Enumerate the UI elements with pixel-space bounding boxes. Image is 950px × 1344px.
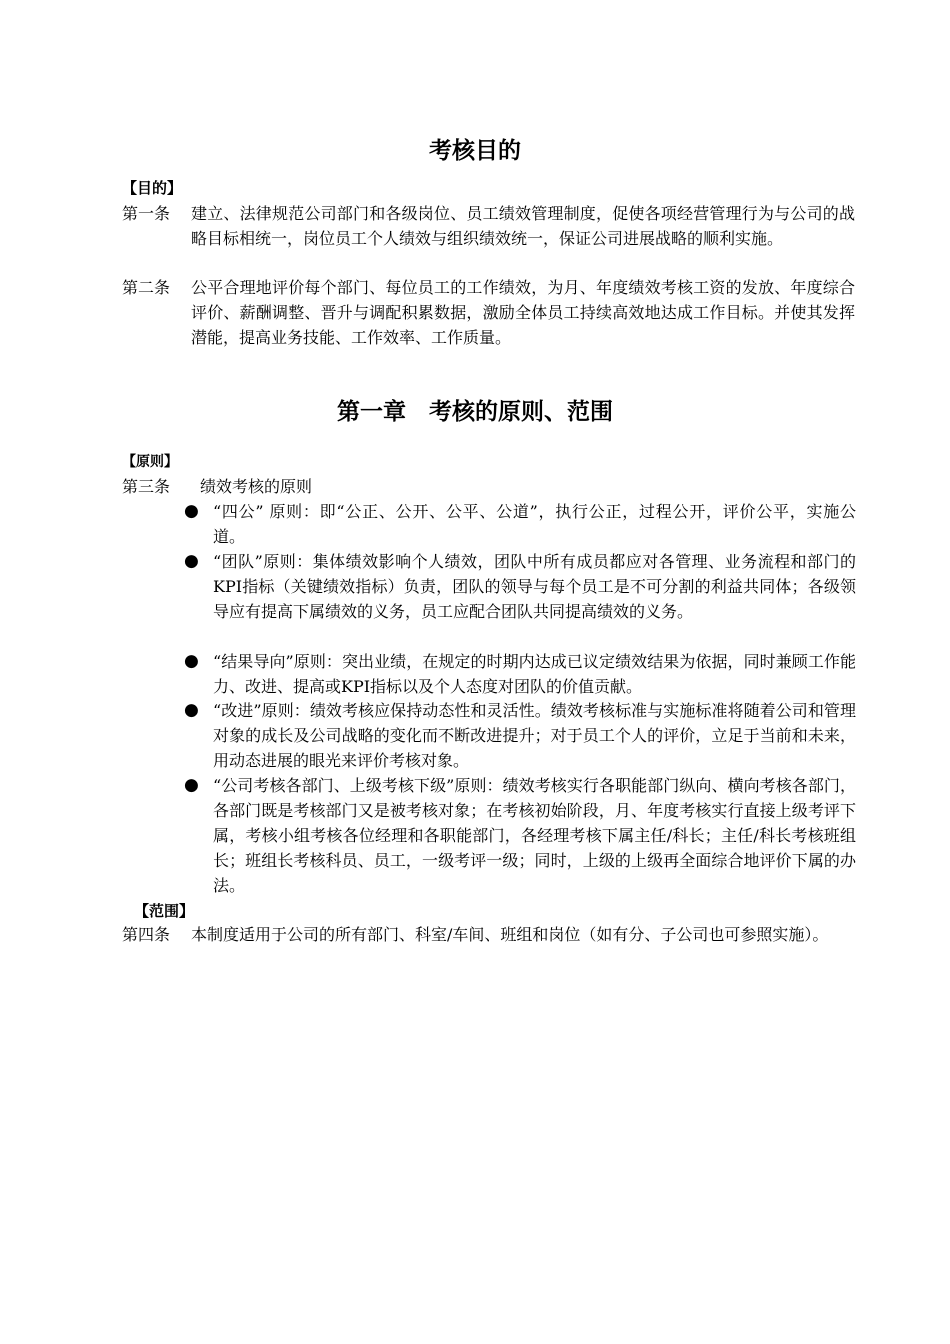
bullet-icon: ● (184, 651, 199, 671)
principle-item (184, 649, 864, 699)
article-number: 第一条 (122, 204, 171, 223)
principle-item (184, 773, 864, 898)
article-text: 公平合理地评价每个部门、每位员工的工作绩效，为月、年度绩效考核工资的发放、年度综合评价、薪酬调整、晋升与调配积累数据，激励全体员工持续高效地达成工作目标。并使其发挥潜能，提高业务技能、工作效率、工作质量。 (191, 278, 855, 347)
principle-text: “改进”原则：绩效考核应保持动态性和灵活性。绩效考核标准与实施标准将随着公司和管理对象的成长及公司战略的变化而不断改进提升；对于员工个人的评价，立足于当前和未来，用动态进展的眼光来评价考核对象。 (213, 701, 856, 770)
bullet-icon: ● (184, 501, 199, 521)
article-2 (122, 275, 862, 350)
chapter-title: 第一章 考核的原则、范围 (337, 398, 613, 425)
document-title: 考核目的 (429, 137, 521, 164)
article-3 (122, 474, 862, 499)
principle-text: “四公” 原则：即“公正、公开、公平、公道”，执行公正，过程公开，评价公平，实施公道。 (213, 502, 856, 546)
principle-item (184, 698, 864, 773)
purpose-heading: 【目的】 (122, 179, 183, 197)
bullet-icon: ● (184, 775, 199, 795)
article-number: 第四条 (122, 925, 171, 944)
article-4 (122, 922, 862, 972)
article-text: 建立、法律规范公司部门和各级岗位、员工绩效管理制度，促使各项经营管理行为与公司的战略目标相统一，岗位员工个人绩效与组织绩效统一，保证公司进展战略的顺利实施。 (191, 204, 855, 248)
principle-item (184, 549, 864, 649)
principle-heading: 【原则】 (122, 454, 178, 470)
article-number: 第三条 (122, 477, 171, 496)
bullet-icon: ● (184, 551, 199, 571)
bullet-icon: ● (184, 700, 199, 720)
principle-item (184, 499, 864, 549)
article-text: 本制度适用于公司的所有部门、科室/车间、班组和岗位（如有分、子公司也可参照实施）。 (191, 925, 829, 944)
principle-text: “公司考核各部门、上级考核下级”原则：绩效考核实行各职能部门纵向、横向考核各部门，各部门既是考核部门又是被考核对象；在考核初始阶段，月、年度考核实行直接上级考评下属，考核小组考核各位经理和各职能部门，各经理考核下属主任/科长；主任/科长考核班组长；班组长考核科员、员工，一级考评一级；同时，上级的上级再全面综合地评价下属的办法。 (213, 776, 856, 895)
article-text: 绩效考核的原则 (200, 477, 313, 496)
article-number: 第二条 (122, 278, 171, 297)
principle-text: “结果导向”原则：突出业绩，在规定的时期内达成已议定绩效结果为依据，同时兼顾工作能力、改进、提高或KPI指标以及个人态度对团队的价值贡献。 (213, 652, 856, 696)
scope-heading: 【范围】 (134, 902, 195, 920)
principle-text: “团队”原则：集体绩效影响个人绩效，团队中所有成员都应对各管理、业务流程和部门的KPI指标（关键绩效指标）负责，团队的领导与每个员工是不可分割的利益共同体；各级领导应有提高下属绩效的义务，员工应配合团队共同提高绩效的义务。 (213, 552, 856, 621)
article-1 (122, 201, 862, 276)
